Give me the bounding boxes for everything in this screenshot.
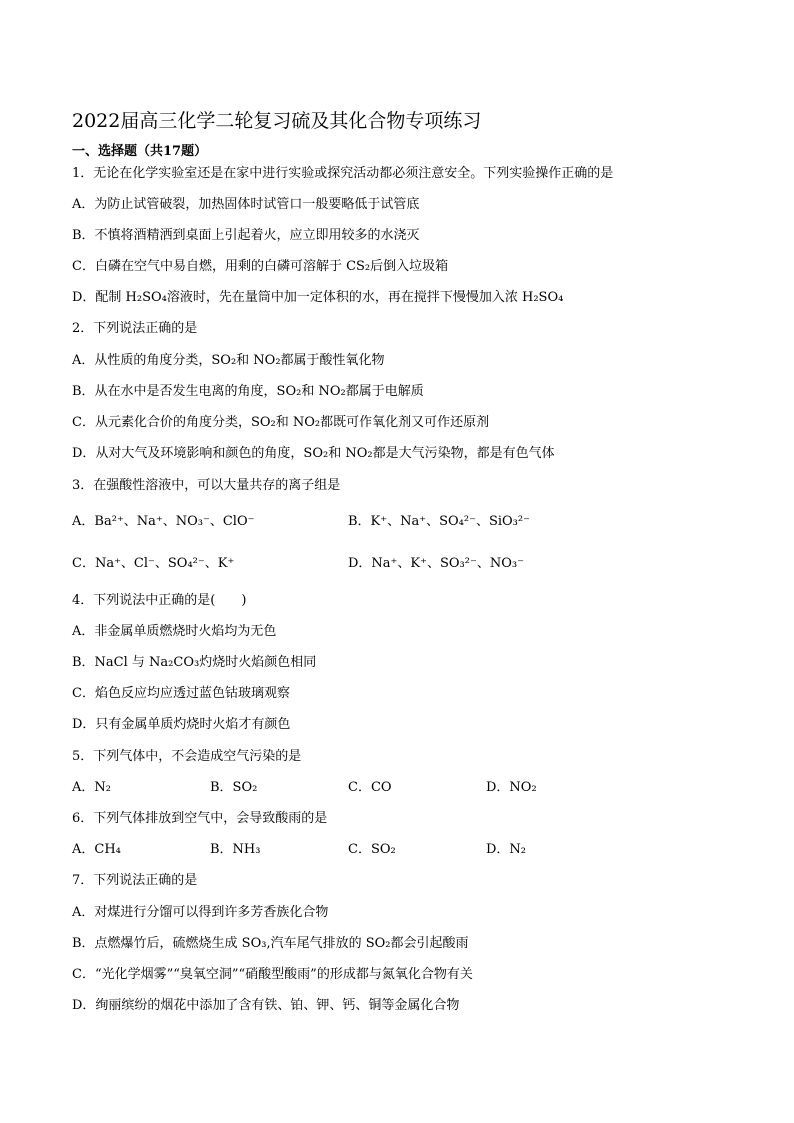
question-7-stem: 7．下列说法正确的是 bbox=[72, 873, 198, 888]
question-2-option-b: B．从在水中是否发生电离的角度，SO₂和 NO₂都属于电解质 bbox=[72, 384, 424, 399]
section-heading: 一、选择题（共17题） bbox=[72, 144, 208, 159]
question-7-option-d: D．绚丽缤纷的烟花中添加了含有铁、铂、钾、钙、铜等金属化合物 bbox=[72, 998, 460, 1013]
question-3-stem: 3．在强酸性溶液中，可以大量共存的离子组是 bbox=[72, 478, 341, 493]
question-3-option-c: C．Na⁺、Cl⁻、SO₄²⁻、K⁺ bbox=[72, 556, 235, 571]
question-4-option-a: A．非金属单质燃烧时火焰均为无色 bbox=[72, 624, 277, 639]
question-4-option-d: D．只有金属单质灼烧时火焰才有颜色 bbox=[72, 717, 291, 732]
question-6-option-b: B．NH₃ bbox=[210, 842, 261, 857]
question-5-option-d: D．NO₂ bbox=[486, 780, 537, 795]
question-2-option-d: D．从对大气及环境影响和颜色的角度，SO₂和 NO₂都是大气污染物，都是有色气体 bbox=[72, 446, 555, 461]
question-4-option-c: C．焰色反应均应透过蓝色钴玻璃观察 bbox=[72, 686, 290, 701]
question-3-option-a: A．Ba²⁺、Na⁺、NO₃⁻、ClO⁻ bbox=[72, 514, 255, 529]
question-2-option-c: C．从元素化合价的角度分类，SO₂和 NO₂都既可作氧化剂又可作还原剂 bbox=[72, 415, 490, 430]
page-title: 2022届高三化学二轮复习硫及其化合物专项练习 bbox=[72, 110, 482, 132]
question-1-option-b: B．不慎将酒精洒到桌面上引起着火，应立即用较多的水浇灭 bbox=[72, 228, 420, 243]
question-2-option-a: A．从性质的角度分类，SO₂和 NO₂都属于酸性氧化物 bbox=[72, 353, 385, 368]
question-4-stem: 4．下列说法中正确的是( ) bbox=[72, 593, 247, 608]
question-6-option-d: D．N₂ bbox=[486, 842, 527, 857]
question-2-stem: 2．下列说法正确的是 bbox=[72, 321, 198, 336]
question-5-option-a: A．N₂ bbox=[72, 780, 111, 795]
question-7-option-a: A．对煤进行分馏可以得到许多芳香族化合物 bbox=[72, 905, 329, 920]
question-5-option-b: B．SO₂ bbox=[210, 780, 258, 795]
question-7-option-c: C．“光化学烟雾”“臭氧空洞”“硝酸型酸雨”的形成都与氮氧化合物有关 bbox=[72, 967, 473, 982]
question-6-stem: 6．下列气体排放到空气中，会导致酸雨的是 bbox=[72, 811, 328, 826]
question-3-option-b: B．K⁺、Na⁺、SO₄²⁻、SiO₃²⁻ bbox=[348, 514, 530, 529]
question-7-option-b: B．点燃爆竹后，硫燃烧生成 SO₃,汽车尾气排放的 SO₂都会引起酸雨 bbox=[72, 936, 469, 951]
question-1-option-d: D．配制 H₂SO₄溶液时，先在量筒中加一定体积的水，再在搅拌下慢慢加入浓 H₂SO₄ bbox=[72, 290, 564, 305]
question-3-option-d: D．Na⁺、K⁺、SO₃²⁻、NO₃⁻ bbox=[348, 556, 524, 571]
question-4-option-b: B．NaCl 与 Na₂CO₃灼烧时火焰颜色相同 bbox=[72, 655, 317, 670]
question-1-stem: 1．无论在化学实验室还是在家中进行实验或探究活动都必须注意安全。下列实验操作正确的是 bbox=[72, 166, 614, 181]
question-5-option-c: C．CO bbox=[348, 780, 392, 795]
question-6-option-c: C．SO₂ bbox=[348, 842, 396, 857]
question-1-option-a: A．为防止试管破裂，加热固体时试管口一般要略低于试管底 bbox=[72, 197, 420, 212]
question-1-option-c: C．白磷在空气中易自燃，用剩的白磷可溶解于 CS₂后倒入垃圾箱 bbox=[72, 259, 449, 274]
question-6-option-a: A．CH₄ bbox=[72, 842, 121, 857]
question-5-stem: 5．下列气体中，不会造成空气污染的是 bbox=[72, 749, 302, 764]
